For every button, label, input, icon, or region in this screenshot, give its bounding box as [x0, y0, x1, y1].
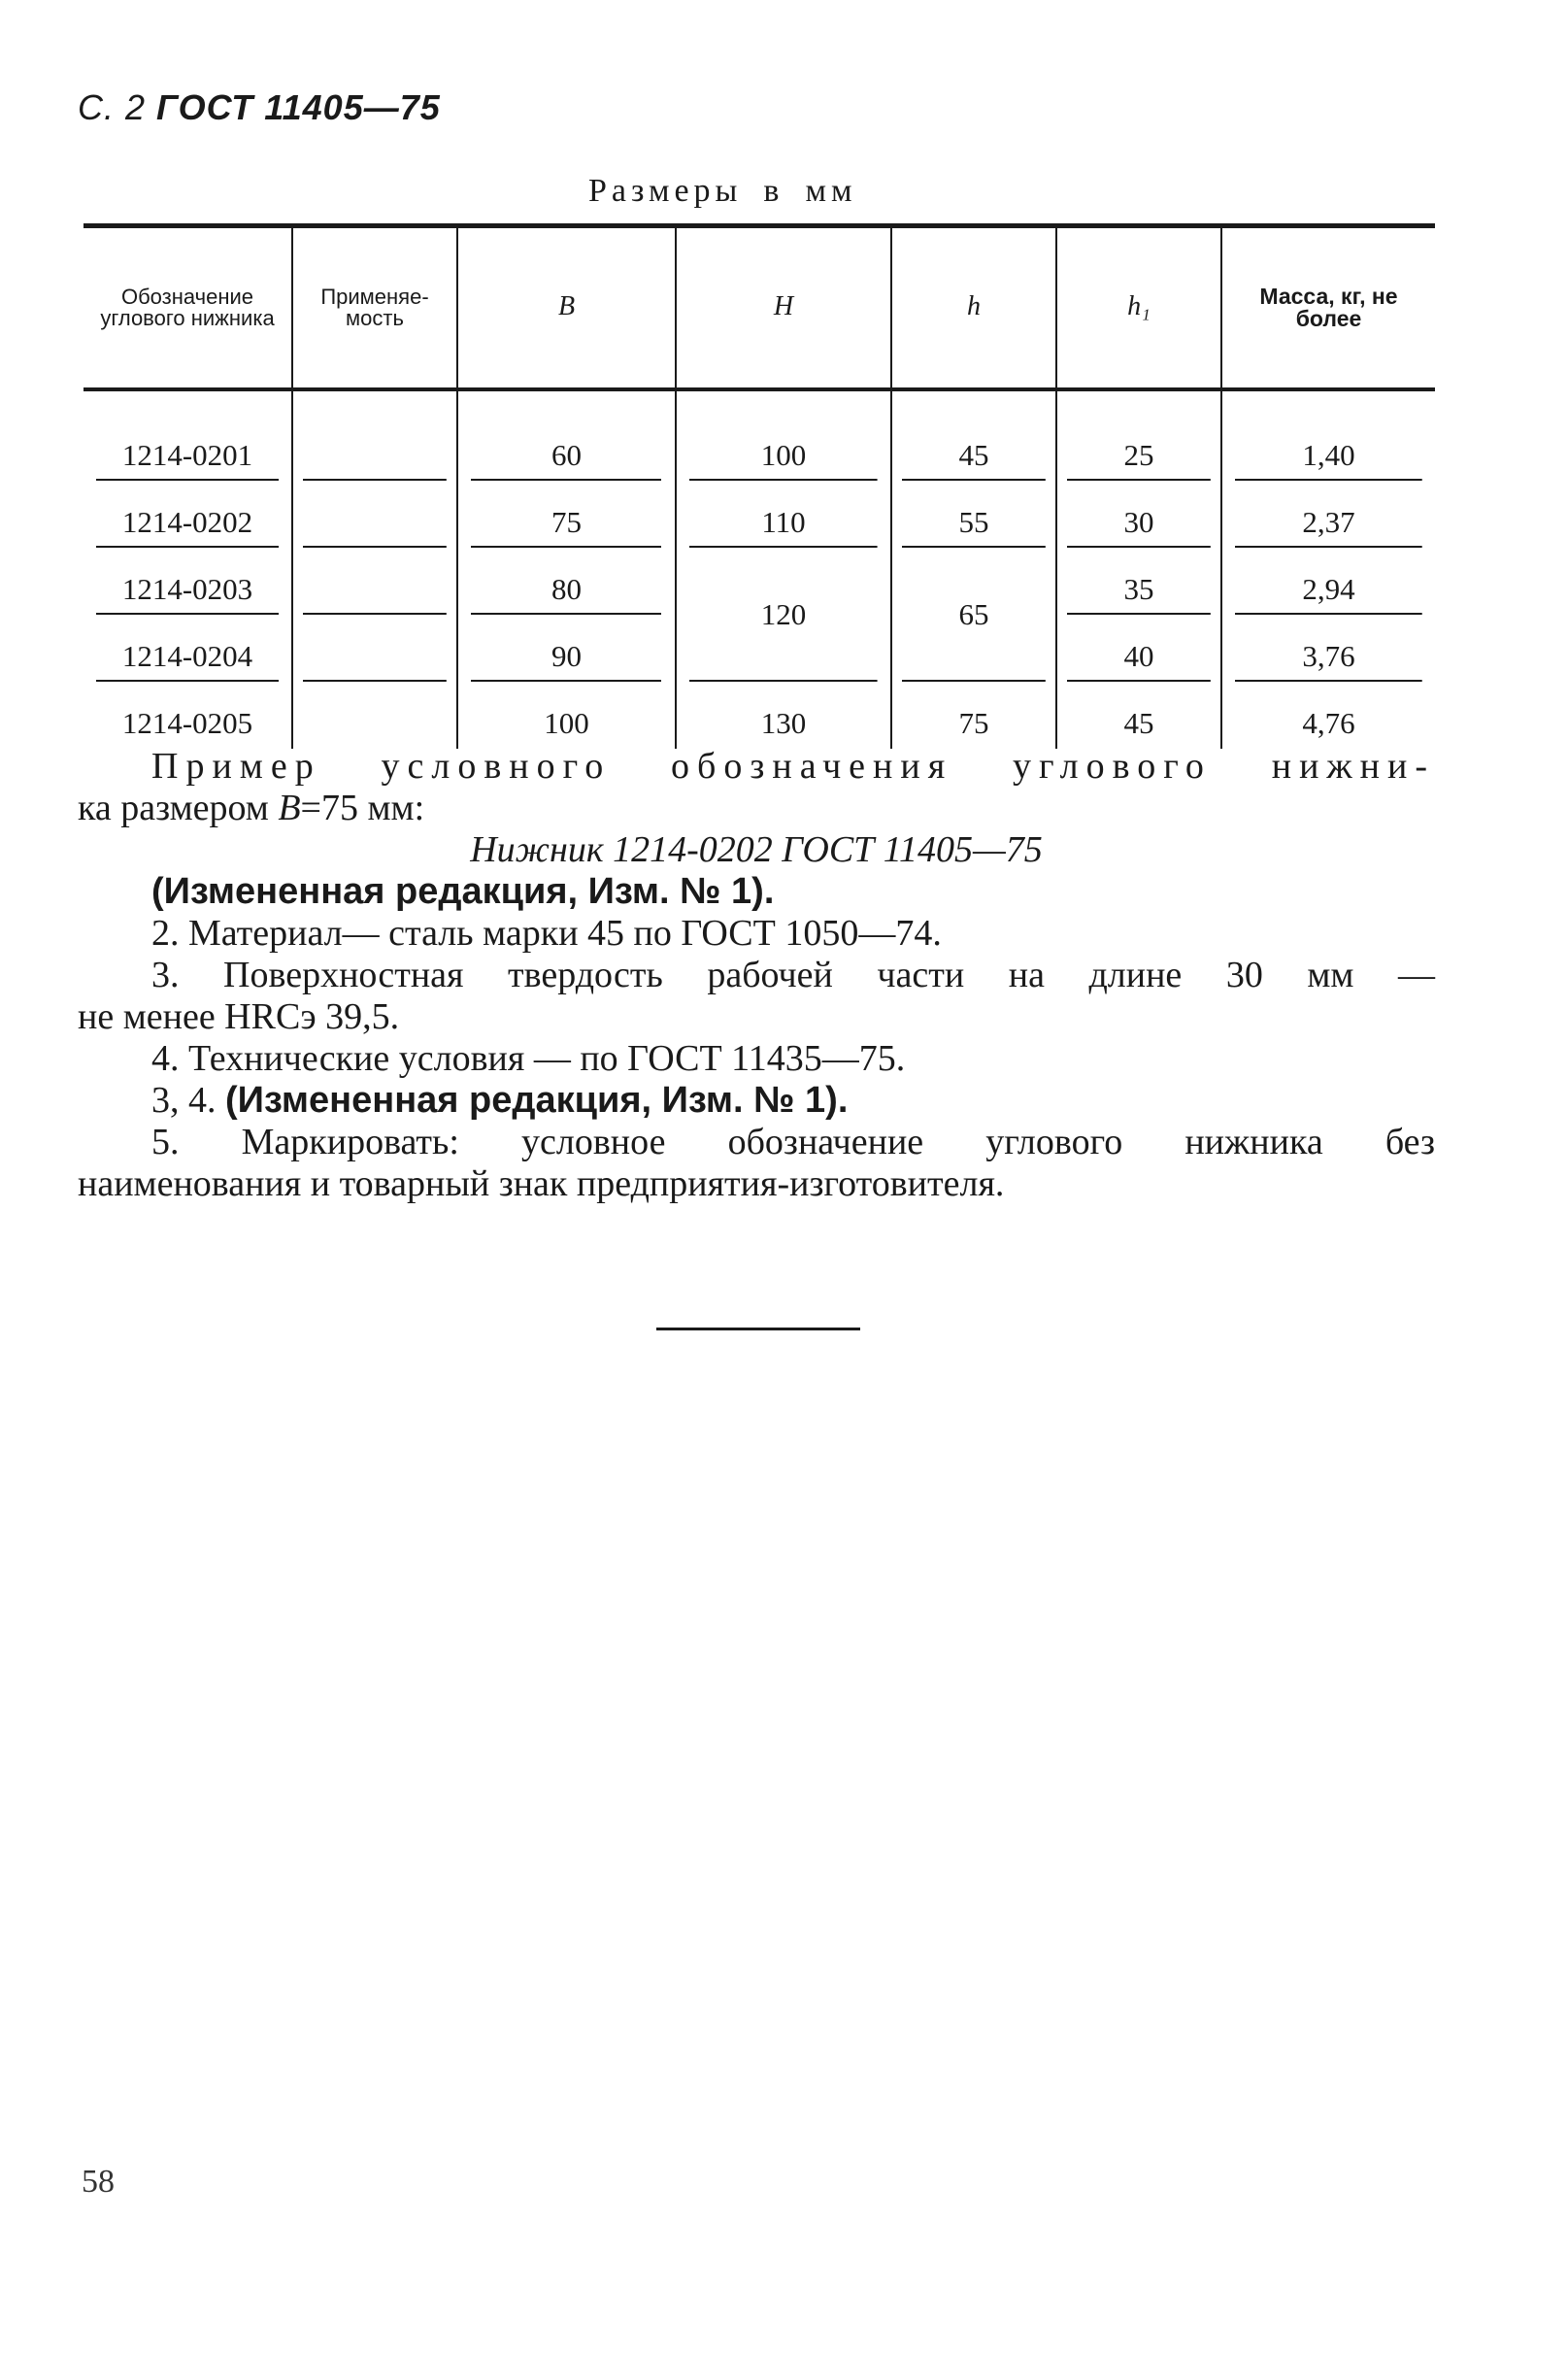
- running-head: [78, 87, 441, 128]
- cell-h1: 25: [1056, 389, 1221, 481]
- cell-applicability: [292, 615, 457, 682]
- cell-applicability: [292, 389, 457, 481]
- standard-number: ГОСТ 11405—75: [156, 87, 441, 127]
- cell-designation: 1214-0203: [83, 548, 292, 615]
- cell-H: 110: [676, 481, 891, 548]
- example-designation: Нижник 1214-0202 ГОСТ 11405—75: [470, 829, 1043, 870]
- table-row: [83, 481, 1435, 548]
- cell-designation: 1214-0204: [83, 615, 292, 682]
- cell-mass: 1,40: [1221, 389, 1435, 481]
- cell-applicability: [292, 481, 457, 548]
- cell-designation: 1214-0205: [121, 705, 253, 740]
- cell-h1: 35: [1056, 548, 1221, 615]
- item-4: 4. Технические условия — по ГОСТ 11435—75.: [151, 1038, 906, 1079]
- end-rule: [656, 1328, 860, 1330]
- cell-H: 100: [676, 389, 891, 481]
- header-h1: h₁: [1056, 226, 1221, 389]
- header-designation: Обозначение углового нижника: [83, 226, 292, 389]
- table-row: [83, 548, 1435, 615]
- cell-mass: 2,37: [1221, 481, 1435, 548]
- cell-h1: 40: [1056, 615, 1221, 682]
- table-row: [83, 682, 1435, 749]
- caption-word: в: [763, 173, 784, 209]
- example-line-2: ка размером B=75 мм:: [78, 788, 425, 828]
- item-5-line-1: 5. Маркировать: условное обозначение углового нижника без: [151, 1122, 1435, 1162]
- caption-word: Размеры: [588, 173, 743, 209]
- cell-mass: 4,76: [1221, 682, 1435, 749]
- table-caption: [0, 173, 1568, 210]
- cell-designation: 1214-0201: [83, 389, 292, 481]
- dimensions-table: [83, 223, 1435, 749]
- cell-B: 80: [457, 548, 676, 615]
- amendment-note-34: 3, 4. (Измененная редакция, Изм. № 1).: [151, 1080, 849, 1121]
- page-number: 58: [82, 2164, 115, 2200]
- caption-word: мм: [805, 173, 857, 209]
- cell-applicability: [292, 548, 457, 615]
- cell-B: 90: [457, 615, 676, 682]
- cell-h: 55: [891, 481, 1056, 548]
- header-B: B: [457, 226, 676, 389]
- cell-applicability: [292, 682, 457, 749]
- cell-designation: 1214-0202: [83, 481, 292, 548]
- cell-H: 120: [676, 548, 891, 682]
- header-H: H: [676, 226, 891, 389]
- cell-mass: 2,94: [1221, 548, 1435, 615]
- cell-h: 45: [891, 389, 1056, 481]
- cell-B: 75: [457, 481, 676, 548]
- example-line-1: Пример условного обозначения углового нижни-: [151, 746, 1435, 787]
- cell-H: 130: [676, 682, 891, 749]
- table-header-row: [83, 226, 1435, 389]
- amendment-note-1: (Измененная редакция, Изм. № 1).: [151, 871, 775, 912]
- cell-B: 60: [457, 389, 676, 481]
- item-3-line-1: 3. Поверхностная твердость рабочей части на длине 30 мм —: [151, 955, 1435, 995]
- page-prefix: С. 2: [78, 87, 147, 127]
- cell-h1: 45: [1056, 682, 1221, 749]
- header-applicability: Применяе-мость: [292, 226, 457, 389]
- cell-h: 75: [891, 682, 1056, 749]
- body-text: [78, 746, 1435, 1205]
- table-row: [83, 389, 1435, 481]
- item-5-line-2: наименования и товарный знак предприятия-изготовителя.: [78, 1163, 1005, 1204]
- item-2: 2. Материал— сталь марки 45 по ГОСТ 1050—74.: [151, 913, 942, 954]
- cell-mass: 3,76: [1221, 615, 1435, 682]
- cell-h1: 30: [1056, 481, 1221, 548]
- header-mass: Масса, кг, не более: [1221, 226, 1435, 389]
- cell-B: 100: [457, 682, 676, 749]
- item-3-line-2: не менее HRCэ 39,5.: [78, 996, 400, 1037]
- cell-h: 65: [891, 548, 1056, 682]
- header-h: h: [891, 226, 1056, 389]
